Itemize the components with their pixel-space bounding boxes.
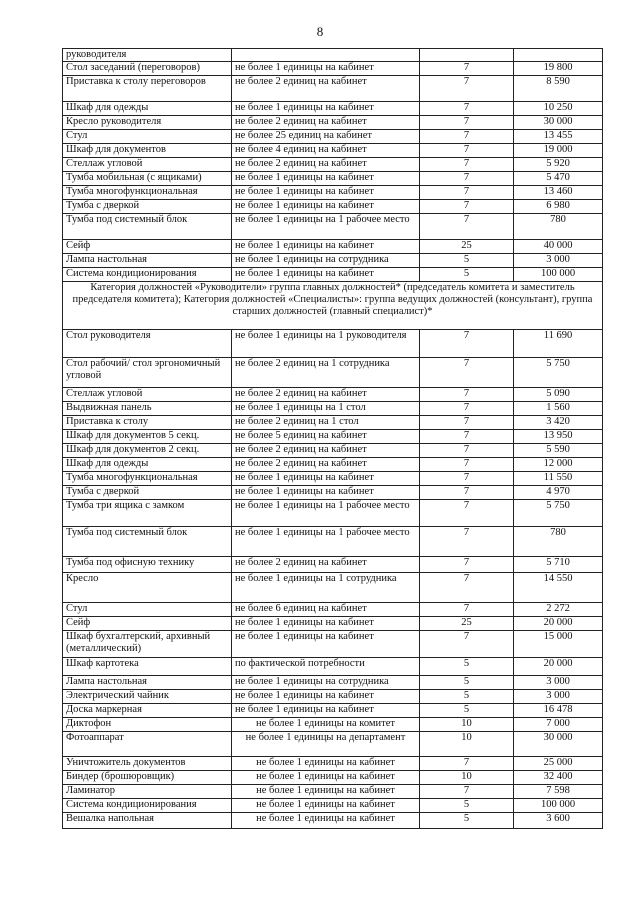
item-name-cell: Лампа настольная [63,254,232,268]
table-row [63,144,603,158]
price-cell: 5 090 [514,388,603,402]
norm-cell: не более 2 единиц на 1 стол [232,416,420,430]
item-name-cell: Шкаф для документов 5 секц. [63,430,232,444]
service-life-cell: 7 [420,785,514,799]
price-cell: 20 000 [514,658,603,676]
price-cell: 19 000 [514,144,603,158]
item-name-cell: Шкаф для документов [63,144,232,158]
table-row [63,617,603,631]
service-life-cell: 5 [420,799,514,813]
service-life-cell: 7 [420,144,514,158]
service-life-cell: 7 [420,603,514,617]
price-cell: 12 000 [514,458,603,472]
norm-cell: не более 2 единиц на кабинет [232,158,420,172]
price-cell: 5 750 [514,358,603,388]
service-life-cell: 7 [420,76,514,102]
norm-cell: не более 1 единицы на кабинет [232,690,420,704]
price-cell: 3 000 [514,676,603,690]
table-row [63,500,603,527]
item-name-cell: Тумба с дверкой [63,200,232,214]
table-row [63,430,603,444]
item-name-cell: Система кондиционирования [63,799,232,813]
item-name-cell: Ламинатор [63,785,232,799]
price-cell: 19 800 [514,62,603,76]
price-cell: 3 600 [514,813,603,829]
table-row [63,757,603,771]
table-row [63,785,603,799]
item-name-cell: Стул [63,603,232,617]
table-row [63,62,603,76]
item-name-cell: Доска маркерная [63,704,232,718]
service-life-cell: 10 [420,732,514,757]
norm-cell: не более 5 единиц на кабинет [232,430,420,444]
item-name-cell: Шкаф для одежды [63,102,232,116]
table-row [63,416,603,430]
table-row [63,472,603,486]
table-row [63,130,603,144]
item-name-cell: Тумба многофункциональная [63,472,232,486]
service-life-cell: 10 [420,771,514,785]
price-cell: 30 000 [514,116,603,130]
service-life-cell: 7 [420,458,514,472]
item-name-cell: Электрический чайник [63,690,232,704]
category-header-row [63,282,603,330]
norm-cell: не более 2 единиц на кабинет [232,388,420,402]
norm-cell: не более 1 единицы на кабинет [232,813,420,829]
norm-cell: не более 1 единицы на кабинет [232,240,420,254]
service-life-cell: 7 [420,527,514,557]
price-cell: 13 460 [514,186,603,200]
item-name-cell: руководителя [63,49,232,62]
item-name-cell: Диктофон [63,718,232,732]
price-cell: 5 470 [514,172,603,186]
price-cell [514,49,603,62]
norm-cell: не более 1 единицы на 1 сотрудника [232,573,420,603]
table-row [63,214,603,240]
price-cell: 8 590 [514,76,603,102]
price-cell: 3 000 [514,690,603,704]
norm-cell: не более 1 единицы на кабинет [232,102,420,116]
price-cell: 2 272 [514,603,603,617]
price-cell: 3 000 [514,254,603,268]
item-name-cell: Стол заседаний (переговоров) [63,62,232,76]
item-name-cell: Стол рабочий/ стол эргономичный угловой [63,358,232,388]
table-row [63,704,603,718]
table-row [63,116,603,130]
norm-cell: не более 4 единиц на кабинет [232,144,420,158]
price-cell: 13 455 [514,130,603,144]
item-name-cell: Уничтожитель документов [63,757,232,771]
table-row [63,676,603,690]
norm-cell: не более 2 единиц на кабинет [232,557,420,573]
norm-cell: не более 1 единицы на сотрудника [232,676,420,690]
item-name-cell: Сейф [63,617,232,631]
norm-cell: не более 1 единицы на кабинет [232,771,420,785]
price-cell: 11 690 [514,330,603,358]
service-life-cell: 7 [420,116,514,130]
service-life-cell [420,49,514,62]
furniture-norms-table [62,48,603,829]
item-name-cell: Шкаф для документов 2 секц. [63,444,232,458]
table-row [63,158,603,172]
price-cell: 25 000 [514,757,603,771]
table-row [63,458,603,472]
norm-cell: не более 1 единицы на департамент [232,732,420,757]
norm-cell: не более 2 единиц на кабинет [232,444,420,458]
norm-cell: не более 1 единицы на 1 стол [232,402,420,416]
table-row [63,690,603,704]
service-life-cell: 25 [420,617,514,631]
table-row [63,813,603,829]
service-life-cell: 7 [420,416,514,430]
price-cell: 100 000 [514,799,603,813]
service-life-cell: 7 [420,158,514,172]
norm-cell: не более 25 единиц на кабинет [232,130,420,144]
price-cell: 4 970 [514,486,603,500]
table-row [63,76,603,102]
norm-cell: не более 1 единицы на кабинет [232,62,420,76]
table-row [63,268,603,282]
norm-cell: не более 2 единиц на кабинет [232,76,420,102]
page-number: 8 [316,24,324,39]
price-cell: 10 250 [514,102,603,116]
norm-cell: не более 1 единицы на 1 рабочее место [232,500,420,527]
norm-cell: не более 1 единицы на 1 рабочее место [232,214,420,240]
price-cell: 40 000 [514,240,603,254]
table-row [63,49,603,62]
service-life-cell: 5 [420,704,514,718]
item-name-cell: Шкаф для одежды [63,458,232,472]
item-name-cell: Стеллаж угловой [63,388,232,402]
table-row [63,358,603,388]
table-row [63,172,603,186]
item-name-cell: Шкаф бухгалтерский, архивный (металлический) [63,631,232,658]
item-name-cell: Тумба с дверкой [63,486,232,500]
table-row [63,402,603,416]
price-cell: 16 478 [514,704,603,718]
norm-cell: не более 2 единиц на 1 сотрудника [232,358,420,388]
service-life-cell: 7 [420,430,514,444]
norm-cell: не более 1 единицы на кабинет [232,799,420,813]
item-name-cell: Приставка к столу [63,416,232,430]
table-row [63,557,603,573]
service-life-cell: 5 [420,690,514,704]
norm-cell: не более 1 единицы на кабинет [232,268,420,282]
price-cell: 5 710 [514,557,603,573]
norm-cell: не более 1 единицы на кабинет [232,486,420,500]
price-cell: 3 420 [514,416,603,430]
service-life-cell: 7 [420,330,514,358]
table-row [63,330,603,358]
service-life-cell: 5 [420,676,514,690]
table-row [63,771,603,785]
price-cell: 13 950 [514,430,603,444]
service-life-cell: 7 [420,130,514,144]
service-life-cell: 5 [420,254,514,268]
price-cell: 5 920 [514,158,603,172]
item-name-cell: Приставка к столу переговоров [63,76,232,102]
norm-cell [232,49,420,62]
service-life-cell: 7 [420,757,514,771]
price-cell: 780 [514,527,603,557]
item-name-cell: Шкаф картотека [63,658,232,676]
item-name-cell: Стол руководителя [63,330,232,358]
service-life-cell: 7 [420,388,514,402]
norm-cell: не более 2 единиц на кабинет [232,116,420,130]
norm-cell: не более 1 единицы на кабинет [232,617,420,631]
table-row [63,486,603,500]
item-name-cell: Кресло [63,573,232,603]
price-cell: 30 000 [514,732,603,757]
service-life-cell: 7 [420,214,514,240]
service-life-cell: 7 [420,631,514,658]
table-row [63,799,603,813]
service-life-cell: 7 [420,402,514,416]
item-name-cell: Сейф [63,240,232,254]
table-row [63,732,603,757]
item-name-cell: Выдвижная панель [63,402,232,416]
price-cell: 7 598 [514,785,603,799]
norm-cell: не более 2 единиц на кабинет [232,458,420,472]
service-life-cell: 7 [420,472,514,486]
price-cell: 14 550 [514,573,603,603]
item-name-cell: Система кондиционирования [63,268,232,282]
table-row [63,388,603,402]
table-row [63,527,603,557]
table-row [63,658,603,676]
norm-cell: не более 1 единицы на комитет [232,718,420,732]
norm-cell: не более 1 единицы на кабинет [232,785,420,799]
item-name-cell: Тумба под системный блок [63,214,232,240]
service-life-cell: 5 [420,813,514,829]
price-cell: 5 590 [514,444,603,458]
table-row [63,444,603,458]
price-cell: 1 560 [514,402,603,416]
service-life-cell: 5 [420,658,514,676]
price-cell: 11 550 [514,472,603,486]
table-row [63,254,603,268]
norm-cell: не более 6 единиц на кабинет [232,603,420,617]
service-life-cell: 7 [420,102,514,116]
price-cell: 780 [514,214,603,240]
norm-cell: не более 1 единицы на кабинет [232,172,420,186]
service-life-cell: 7 [420,200,514,214]
service-life-cell: 5 [420,268,514,282]
service-life-cell: 7 [420,444,514,458]
table-row [63,718,603,732]
table-row [63,186,603,200]
service-life-cell: 7 [420,172,514,186]
item-name-cell: Тумба под системный блок [63,527,232,557]
service-life-cell: 7 [420,358,514,388]
norm-cell: не более 1 единицы на кабинет [232,631,420,658]
service-life-cell: 10 [420,718,514,732]
norm-cell: не более 1 единицы на сотрудника [232,254,420,268]
table-body [63,49,603,829]
price-cell: 20 000 [514,617,603,631]
item-name-cell: Лампа настольная [63,676,232,690]
price-cell: 6 980 [514,200,603,214]
norm-cell: не более 1 единицы на 1 рабочее место [232,527,420,557]
table-row [63,240,603,254]
item-name-cell: Тумба три ящика с замком [63,500,232,527]
item-name-cell: Тумба мобильная (с ящиками) [63,172,232,186]
table-row [63,603,603,617]
service-life-cell: 7 [420,62,514,76]
service-life-cell: 7 [420,500,514,527]
norm-cell: не более 1 единицы на кабинет [232,200,420,214]
norm-cell: не более 1 единицы на кабинет [232,472,420,486]
service-life-cell: 7 [420,573,514,603]
item-name-cell: Тумба под офисную технику [63,557,232,573]
item-name-cell: Вешалка напольная [63,813,232,829]
norm-cell: не более 1 единицы на кабинет [232,704,420,718]
service-life-cell: 7 [420,186,514,200]
price-cell: 100 000 [514,268,603,282]
norm-cell: не более 1 единицы на 1 руководителя [232,330,420,358]
item-name-cell: Стул [63,130,232,144]
item-name-cell: Тумба многофункциональная [63,186,232,200]
table-row [63,573,603,603]
table-row [63,200,603,214]
price-cell: 32 400 [514,771,603,785]
service-life-cell: 7 [420,486,514,500]
item-name-cell: Фотоаппарат [63,732,232,757]
service-life-cell: 7 [420,557,514,573]
item-name-cell: Биндер (брошюровщик) [63,771,232,785]
price-cell: 7 000 [514,718,603,732]
price-cell: 5 750 [514,500,603,527]
price-cell: 15 000 [514,631,603,658]
service-life-cell: 25 [420,240,514,254]
norm-cell: не более 1 единицы на кабинет [232,186,420,200]
category-header-cell: Категория должностей «Руководители» группа главных должностей* (председатель комитета и заместитель председателя комитета); Категория должностей «Специалисты»: группа ведущих должностей (консультант), группа старших должностей (главный специалист)* [63,282,603,330]
norm-cell: по фактической потребности [232,658,420,676]
table-row [63,102,603,116]
table-row [63,631,603,658]
norm-cell: не более 1 единицы на кабинет [232,757,420,771]
item-name-cell: Кресло руководителя [63,116,232,130]
item-name-cell: Стеллаж угловой [63,158,232,172]
